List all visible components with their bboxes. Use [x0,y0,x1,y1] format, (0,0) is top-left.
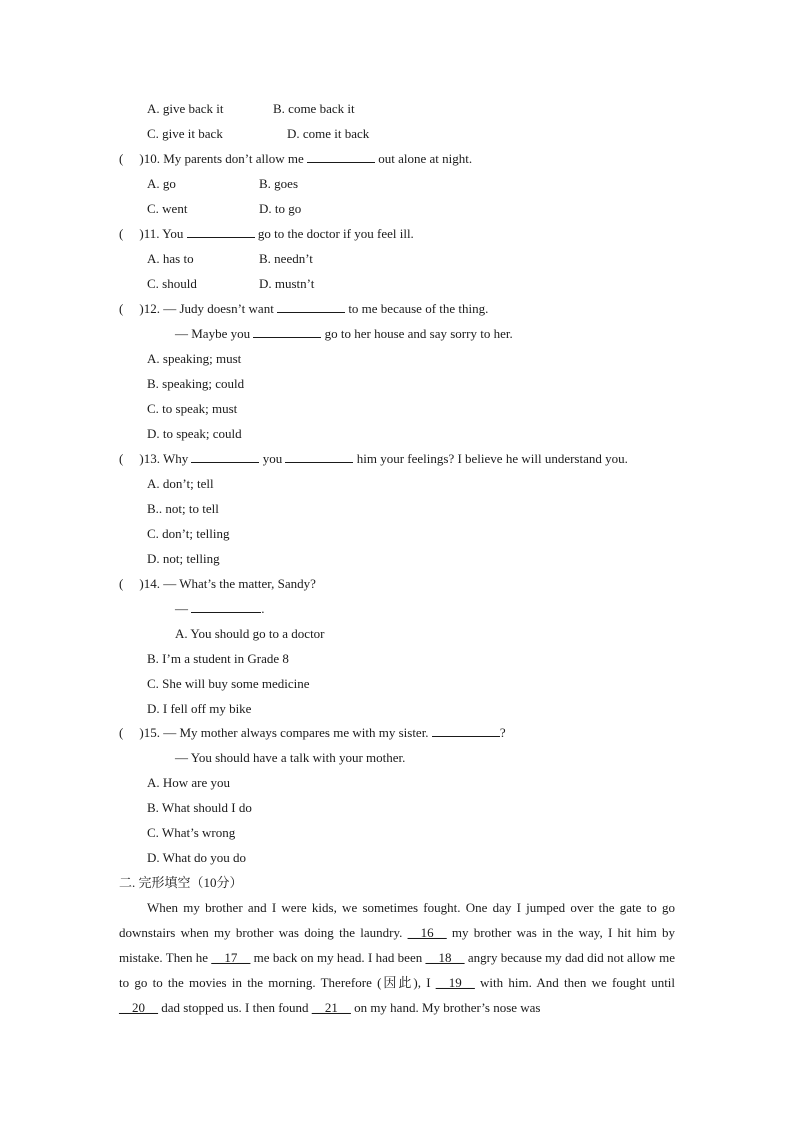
question-text: him your feelings? I believe he will understand you. [356,451,628,466]
question-11 [119,226,414,242]
section-title: 二. 完形填空（10分） [119,875,243,890]
q9-option-d: D. come it back [287,126,370,141]
answer-paren-open: ( [119,301,124,316]
q13-option-c: C. don’t; telling [147,526,230,541]
q13-option-a: A. don’t; tell [147,476,214,491]
answer-paren-open: ( [119,226,124,241]
q14-option-c: C. She will buy some medicine [147,676,310,691]
question-text: out alone at night. [378,151,473,166]
q11-option-c: C. should [147,276,197,291]
question-mark: ? [499,725,506,740]
q14-option-b: B. I’m a student in Grade 8 [147,651,289,666]
answer-paren-close: ) [139,576,144,591]
answer-paren-close: ) [139,151,144,166]
cloze-blank-18: __18__ [425,950,465,965]
passage-text: on my hand. My brother’s nose was [354,1000,541,1015]
question-text: — Judy doesn’t want [163,301,274,316]
question-text: go to the doctor if you feel ill. [257,226,414,241]
question-14 [119,576,316,592]
answer-paren-open: ( [119,576,124,591]
question-13 [119,451,628,467]
q14-option-a: A. You should go to a doctor [175,626,325,641]
q14-option-d: D. I fell off my bike [147,701,252,716]
q12-option-d: D. to speak; could [147,426,242,441]
blank [253,326,321,338]
blank [187,226,255,238]
q12-option-a: A. speaking; must [147,351,242,366]
question-number: 11. [143,226,160,241]
cloze-blank-17: __17__ [211,950,251,965]
question-text: — What’s the matter, Sandy? [163,576,316,591]
blank [191,601,261,613]
cloze-blank-20: __20__ [119,1000,158,1015]
q11-option-a: A. has to [147,251,194,266]
q15-option-a: A. How are you [147,775,231,790]
question-15 [119,725,506,741]
answer-paren-open: ( [119,725,124,740]
question-text: My parents don’t allow me [163,151,304,166]
question-12 [119,301,488,317]
cloze-blank-16: __16__ [407,925,447,940]
question-number: 14. [143,576,160,591]
q13-option-d: D. not; telling [147,551,220,566]
q9-option-b: B. come back it [273,101,355,116]
q10-option-a: A. go [147,176,176,191]
blank [277,301,345,313]
question-15-line2: — You should have a talk with your mother. [175,750,406,765]
passage-text: dad stopped us. I then found [161,1000,309,1015]
passage-text: with him. And then we fought until [480,975,676,990]
question-number: 10. [143,151,160,166]
answer-paren-close: ) [139,301,144,316]
question-number: 12. [143,301,160,316]
q12-option-b: B. speaking; could [147,376,245,391]
passage-text: my brother was in the way, I hit him by mistake. Then he [119,925,676,965]
question-12-line2 [175,326,513,342]
passage-text: me back on my head. I had been [253,950,423,965]
question-number: 15. [143,725,160,740]
q15-option-d: D. What do you do [147,850,247,865]
question-text: you [262,451,283,466]
blank [191,451,259,463]
passage-text: angry because my dad did not allow me to go to the movies in the morning. Therefore (因此), I [119,950,676,990]
q11-option-d: D. mustn’t [259,276,315,291]
passage-text: When my brother and I were kids, we sometimes fought. One day I jumped over the gate to go downstairs when my brother was doing the laundry. [119,900,675,940]
q15-option-b: B. What should I do [147,800,252,815]
cloze-blank-21: __21__ [311,1000,351,1015]
blank [285,451,353,463]
q13-option-b: B.. not; to tell [147,501,219,516]
answer-paren-open: ( [119,151,124,166]
question-text: — Maybe you [175,326,251,341]
answer-paren-close: ) [139,725,144,740]
question-number: 13. [143,451,160,466]
blank [307,151,375,163]
answer-paren-close: ) [139,451,144,466]
q10-option-c: C. went [147,201,188,216]
question-text: to me because of the thing. [348,301,489,316]
answer-paren-close: ) [139,226,144,241]
question-10 [119,151,472,167]
q12-option-c: C. to speak; must [147,401,238,416]
blank [432,725,500,737]
answer-paren-open: ( [119,451,124,466]
q10-option-b: B. goes [259,176,298,191]
cloze-passage [119,895,675,1020]
q9-option-a: A. give back it [147,101,224,116]
q9-option-c: C. give it back [147,126,223,141]
cloze-blank-19: __19__ [435,975,475,990]
dash: — [175,601,188,616]
q15-option-c: C. What’s wrong [147,825,236,840]
question-text: You [162,226,184,241]
q10-option-d: D. to go [259,201,302,216]
q11-option-b: B. needn’t [259,251,313,266]
question-text: — My mother always compares me with my sister. [163,725,429,740]
question-text: Why [162,451,189,466]
question-14-line2: — . [175,601,265,616]
question-text: go to her house and say sorry to her. [324,326,513,341]
